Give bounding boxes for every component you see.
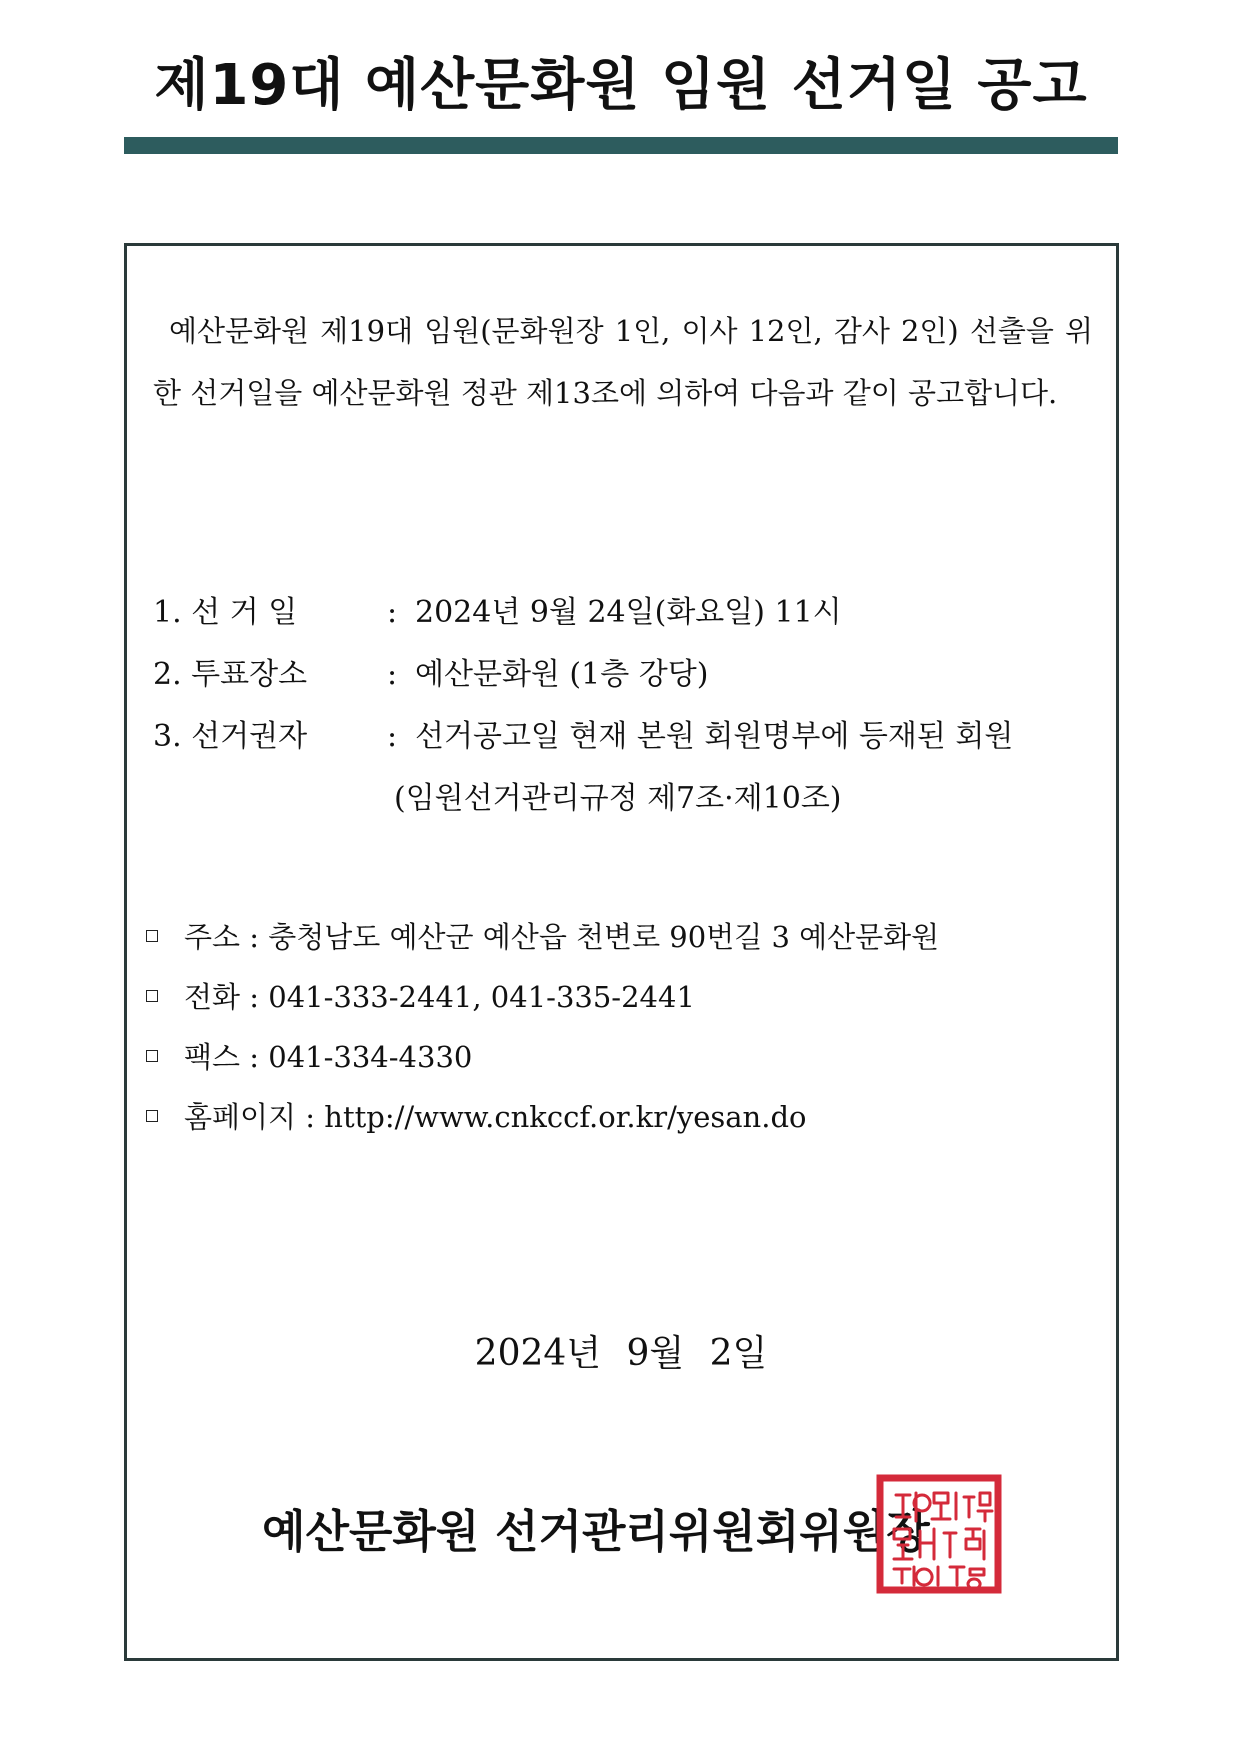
contact-homepage [146, 1097, 806, 1137]
official-seal-stamp-icon [874, 1473, 1004, 1595]
notice-date: 2024년 9월 2일 [474, 1333, 768, 1374]
contact-label: 주소 [184, 920, 241, 954]
item-separator: : [387, 719, 398, 754]
item-value: 2024년 9월 24일(화요일) 11시 [415, 595, 842, 630]
item-election-date [153, 593, 842, 633]
contact-label: 전화 [184, 980, 241, 1014]
contact-value: 충청남도 예산군 예산읍 천변로 90번길 3 예산문화원 [268, 920, 940, 954]
item-voters [153, 717, 1013, 757]
contact-value: 041-334-4330 [268, 1040, 473, 1074]
contact-value: 041-333-2441, 041-335-2441 [268, 980, 695, 1014]
intro-paragraph [153, 300, 1093, 424]
square-bullet-icon [146, 1050, 158, 1062]
item-label: 1. 선 거 일 [153, 595, 298, 630]
contact-separator: : [249, 980, 260, 1014]
square-bullet-icon [146, 990, 158, 1002]
contact-label: 홈페이지 [184, 1100, 297, 1134]
item-value: 예산문화원 (1층 강당) [415, 657, 709, 692]
square-bullet-icon [146, 930, 158, 942]
title-underline-bar [124, 137, 1118, 154]
item-voting-place [153, 655, 708, 695]
contact-separator: : [249, 1040, 260, 1074]
contact-address [146, 917, 939, 957]
item-voters-note: (임원선거관리규정 제7조·제10조) [394, 781, 842, 816]
contact-value: http://www.cnkccf.or.kr/yesan.do [324, 1100, 807, 1134]
seal-glyphs [894, 1493, 992, 1589]
item-separator: : [387, 595, 398, 630]
issuer-signature: 예산문화원 선거관리위원회위원장 [262, 1505, 930, 1558]
item-label: 2. 투표장소 [153, 657, 308, 692]
intro-text: 예산문화원 제19대 임원(문화원장 1인, 이사 12인, 감사 2인) 선출을 위한 선거일을 예산문화원 정관 제13조에 의하여 다음과 같이 공고합니다. [153, 314, 1093, 410]
item-value: 선거공고일 현재 본원 회원명부에 등재된 회원 [415, 719, 1014, 754]
page-title: 제19대 예산문화원 임원 선거일 공고 [154, 53, 1088, 118]
contact-label: 팩스 [184, 1040, 241, 1074]
item-separator: : [387, 657, 398, 692]
contact-separator: : [249, 920, 260, 954]
contact-separator: : [305, 1100, 316, 1134]
item-label: 3. 선거권자 [153, 719, 308, 754]
contact-fax [146, 1037, 472, 1077]
contact-phone [146, 977, 695, 1017]
square-bullet-icon [146, 1110, 158, 1122]
